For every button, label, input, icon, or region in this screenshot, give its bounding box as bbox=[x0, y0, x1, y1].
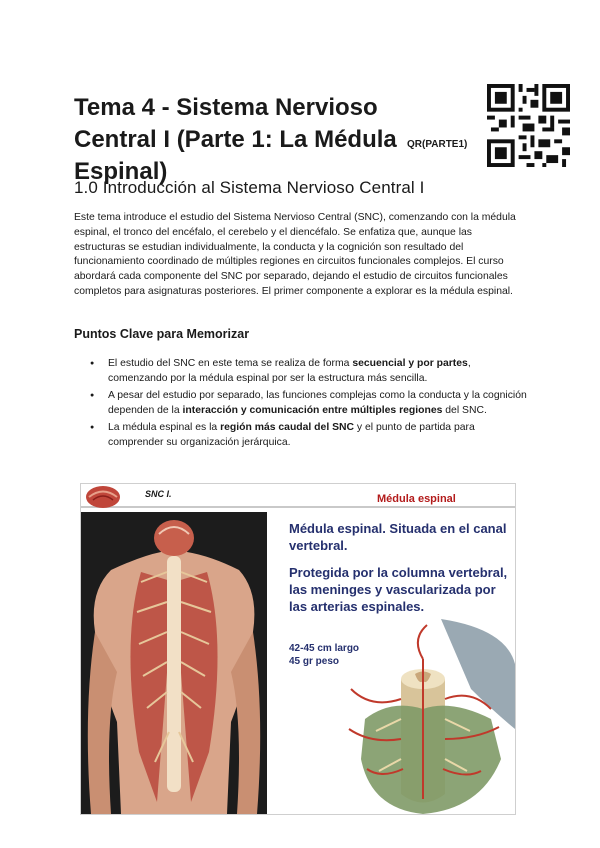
slide-weight-text: 45 gr peso bbox=[289, 656, 340, 667]
intro-paragraph: Este tema introduce el estudio del Sistema Nervioso Central (SNC), comenzando con la médula espinal, el tronco del encéfalo, el cerebelo y el diencéfalo. Se enfatiza que, aunque las estructuras se estudian individualmente, la conducta y la cognición son resultado del funcionamiento coordinado de múltiples regiones en circuitos funcionales complejos. El curso abordará cada componente del SNC por separado, dejando el estudio de circuitos funcionales completos para asignaturas posteriores. El primer componente a explorar es la médula espinal. bbox=[74, 212, 516, 297]
section-heading: 1.0 Introducción al Sistema Nervioso Central I bbox=[74, 178, 425, 197]
slide-length-text: 42-45 cm largo bbox=[289, 643, 360, 654]
spinal-segment-illustration bbox=[331, 619, 515, 814]
key-points-heading: Puntos Clave para Memorizar bbox=[74, 327, 250, 341]
list-item: ● A pesar del estudio por separado, las funciones complejas como la conducta y la cognición dependen de la interacción y comunicación entre múltiples regiones del SNC. bbox=[90, 389, 530, 418]
key-points-list bbox=[90, 357, 530, 454]
spinal-cord-slide bbox=[80, 483, 516, 815]
slide-location-text: Médula espinal. Situada en el canal vertebral. bbox=[289, 521, 507, 553]
list-item: ● El estudio del SNC en este tema se realiza de forma secuencial y por partes, comenzando por la médula espinal por ser la estructura más sencilla. bbox=[90, 357, 530, 386]
qr-code-icon bbox=[487, 84, 570, 167]
back-anatomy-illustration bbox=[81, 512, 267, 814]
qr-label: QR(PARTE1) bbox=[407, 139, 468, 150]
slide-protection-text: Protegida por la columna vertebral, las meninges y vascularizada por las arterias espinales. bbox=[289, 565, 508, 614]
slide-section-label: SNC I. bbox=[145, 489, 172, 499]
list-item: ● La médula espinal es la región más caudal del SNC y el punto de partida para comprender su organización jerárquica. bbox=[90, 421, 530, 450]
slide-title: Médula espinal bbox=[377, 493, 456, 505]
document-title: Tema 4 - Sistema Nervioso Central I (Parte 1: La Médula Espinal) bbox=[74, 94, 397, 185]
